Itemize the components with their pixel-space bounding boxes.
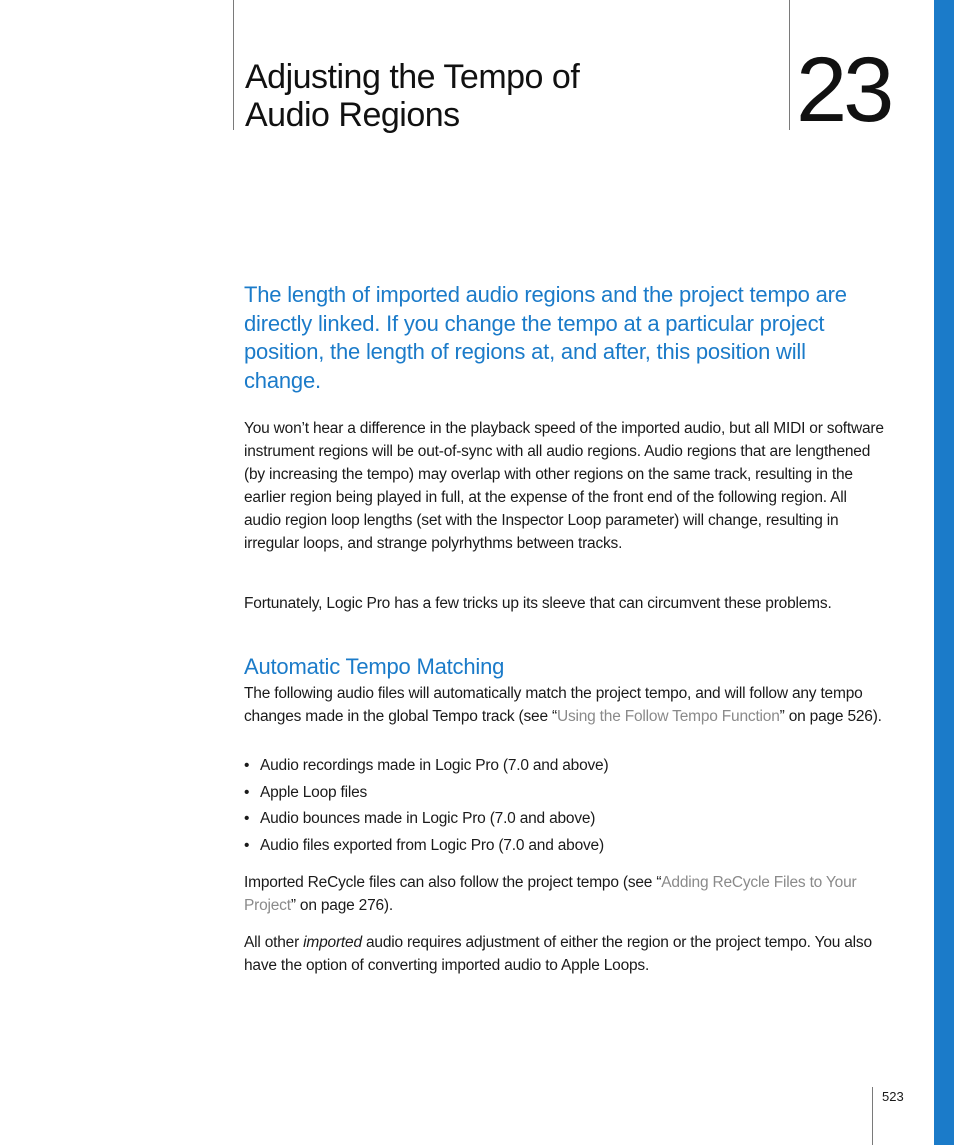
file-type-list — [244, 754, 884, 860]
footer-rule — [872, 1087, 873, 1145]
section-intro-paragraph — [244, 682, 884, 728]
list-item-text: Audio files exported from Logic Pro (7.0 and above) — [260, 836, 604, 854]
chapter-number: 23 — [796, 39, 891, 141]
bullet-glyph: • — [244, 783, 250, 801]
list-item-text: Apple Loop files — [260, 783, 368, 801]
section-heading: Automatic Tempo Matching — [244, 654, 505, 679]
page-number: 523 — [882, 1089, 904, 1104]
bullet-glyph: • — [244, 810, 250, 827]
list-item-text: Audio recordings made in Logic Pro (7.0 and above) — [260, 757, 609, 774]
final-paragraph — [244, 931, 884, 977]
body-paragraph-1: You won’t hear a difference in the playback speed of the imported audio, but all MIDI or software instrument regions will be out-of-sync with all audio regions. Audio regions that are lengthened (by increasing the tempo) may overlap with other regions on the same track, resulting in the earlier region being played in full, at the expense of the front end of the following region. All audio region loop lengths (set with the Inspector Loop parameter) will change, resulting in irregular loops, and strange polyrhythms between tracks. — [244, 420, 884, 552]
bullet-glyph: • — [244, 757, 250, 774]
lead-paragraph: The length of imported audio regions and the project tempo are directly linked. If you change the tempo at a particular project position, the length of regions at, and after, this position will change. — [244, 282, 847, 393]
list-item-text: Audio bounces made in Logic Pro (7.0 and above) — [260, 810, 596, 827]
follow-tempo-link[interactable]: Using the Follow Tempo Function — [556, 708, 780, 725]
bullet-glyph: • — [244, 836, 250, 854]
final-text-after: audio requires adjustment of either the region or the project tempo. You also have the option of converting imported audio to Apple Loops. — [244, 934, 872, 974]
recycle-text-before: Imported ReCycle files can also follow the project tempo (see “ — [244, 874, 662, 891]
list-item — [244, 834, 884, 861]
final-text-before: All other — [244, 934, 304, 951]
section-intro-text-after: ” on page 526). — [779, 708, 882, 725]
recycle-paragraph — [244, 871, 884, 917]
chapter-title — [245, 58, 785, 134]
chapter-title-line-1: Adjusting the Tempo of — [245, 58, 580, 96]
body-paragraph-2: Fortunately, Logic Pro has a few tricks up its sleeve that can circumvent these problems. — [244, 595, 832, 612]
section-intro-text-before: The following audio files will automatically match the project tempo, and will follow any tempo changes made in the global Tempo track (see “ — [244, 685, 863, 725]
list-item — [244, 807, 884, 834]
header-rule-left — [233, 0, 234, 130]
chapter-color-bar — [934, 0, 954, 1145]
recycle-text-after: ” on page 276). — [290, 897, 393, 914]
list-item — [244, 754, 884, 781]
chapter-title-line-2: Audio Regions — [245, 96, 460, 134]
list-item — [244, 781, 884, 808]
header-rule-right — [789, 0, 790, 130]
adding-recycle-files-link[interactable]: Adding ReCycle Files to Your Project — [244, 874, 857, 914]
final-text-emphasis: imported — [303, 934, 362, 951]
